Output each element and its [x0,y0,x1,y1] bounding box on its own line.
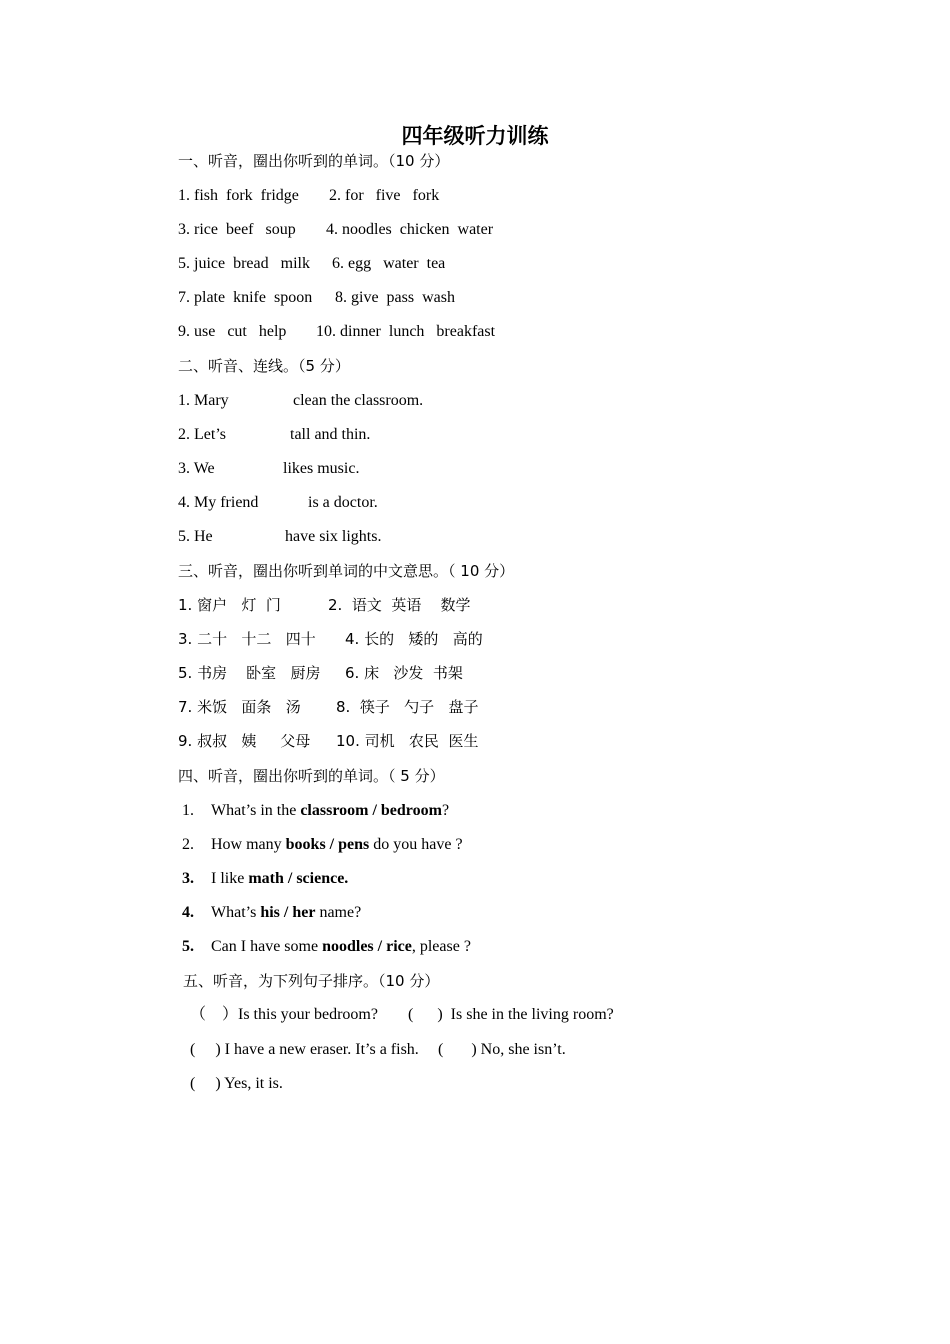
word-group: 7. plate knife spoon [178,289,313,306]
word-group: 2. for five fork [329,187,440,204]
section5-row-2 [190,1039,670,1061]
section5-row-3 [190,1073,670,1095]
match-predicate: clean the classroom. [293,392,424,409]
section2-row-3 [178,458,578,480]
word-group: 5. 书房 卧室 厨房 [178,664,321,682]
item-number: 3. [182,870,194,887]
word-group: 10. dinner lunch breakfast [316,323,496,340]
section1-row-5 [178,321,678,343]
choice-words: books / pens [285,836,370,853]
word-group: 2. 语文 英语 数学 [328,596,471,614]
word-group: 8. 筷子 勺子 盘子 [336,698,479,716]
item-number: 2. [182,836,194,853]
section4-item-2 [178,834,598,856]
section2-heading: 二、听音、连线。（5 分） [178,357,350,375]
word-group: 4. 长的 矮的 高的 [345,630,483,648]
match-predicate: likes music. [283,460,360,477]
section4-item-5 [178,936,598,958]
word-group: 6. egg water tea [332,255,446,272]
word-group: 6. 床 沙发 书架 [345,664,463,682]
match-subject: 3. We [178,460,215,477]
item-number: 1. [182,802,194,819]
section1-heading: 一、听音，圈出你听到的单词。（10 分） [178,152,450,170]
word-group: 5. juice bread milk [178,255,310,272]
word-group: 1. 窗户 灯 门 [178,596,281,614]
section2-row-4 [178,492,578,514]
section1-row-2 [178,219,678,241]
word-group: 9. 叔叔 姨 父母 [178,732,311,750]
item-sentence: How many books / pens do you have ? [211,836,463,853]
section3-row-5 [178,730,578,752]
order-sentence: ( ) I have a new eraser. It’s a fish. [190,1041,419,1058]
item-number: 5. [182,938,194,955]
word-group: 3. rice beef soup [178,221,296,238]
section3-heading: 三、听音，圈出你听到单词的中文意思。（ 10 分） [178,562,515,580]
order-sentence: （ ）Is this your bedroom? [190,1006,378,1023]
order-sentence: ( ) Is she in the living room? [408,1006,614,1023]
word-group: 4. noodles chicken water [326,221,494,238]
section1-row-4 [178,287,678,309]
item-sentence: I like math / science. [211,870,349,887]
section2-row-1 [178,390,578,412]
match-predicate: tall and thin. [290,426,371,443]
choice-words: classroom / bedroom [300,802,442,819]
choice-words: his / her [260,904,316,921]
section4-heading: 四、听音，圈出你听到的单词。（ 5 分） [178,767,445,785]
section2-row-5 [178,526,578,548]
section2-row-2 [178,424,578,446]
section4-item-3 [178,868,598,890]
word-group: 3. 二十 十二 四十 [178,630,316,648]
section5-row-1 [190,1004,670,1026]
match-subject: 4. My friend [178,494,259,511]
choice-words: math / science. [248,870,349,887]
item-sentence: What’s his / her name? [211,904,362,921]
item-sentence: What’s in the classroom / bedroom? [211,802,450,819]
item-sentence: Can I have some noodles / rice, please ? [211,938,471,955]
choice-words: noodles / rice [322,938,412,955]
match-subject: 1. Mary [178,392,229,409]
match-subject: 2. Let’s [178,426,226,443]
section1-row-3 [178,253,678,275]
section3-row-3 [178,662,578,684]
section4-item-4 [178,902,598,924]
word-group: 1. fish fork fridge [178,187,299,204]
section3-row-4 [178,696,578,718]
word-group: 10. 司机 农民 医生 [336,732,479,750]
item-number: 4. [182,904,194,921]
section3-row-2 [178,628,578,650]
match-subject: 5. He [178,528,213,545]
page-title: 四年级听力训练 [401,124,549,148]
section5-heading: 五、听音，为下列句子排序。（10 分） [183,972,440,990]
word-group: 7. 米饭 面条 汤 [178,698,301,716]
match-predicate: is a doctor. [308,494,378,511]
order-sentence: ( ) Yes, it is. [190,1075,283,1092]
section1-row-1 [178,185,678,207]
section4-item-1 [178,800,598,822]
word-group: 8. give pass wash [335,289,455,306]
word-group: 9. use cut help [178,323,287,340]
order-sentence: ( ) No, she isn’t. [438,1041,566,1058]
section3-row-1 [178,594,578,616]
match-predicate: have six lights. [285,528,382,545]
